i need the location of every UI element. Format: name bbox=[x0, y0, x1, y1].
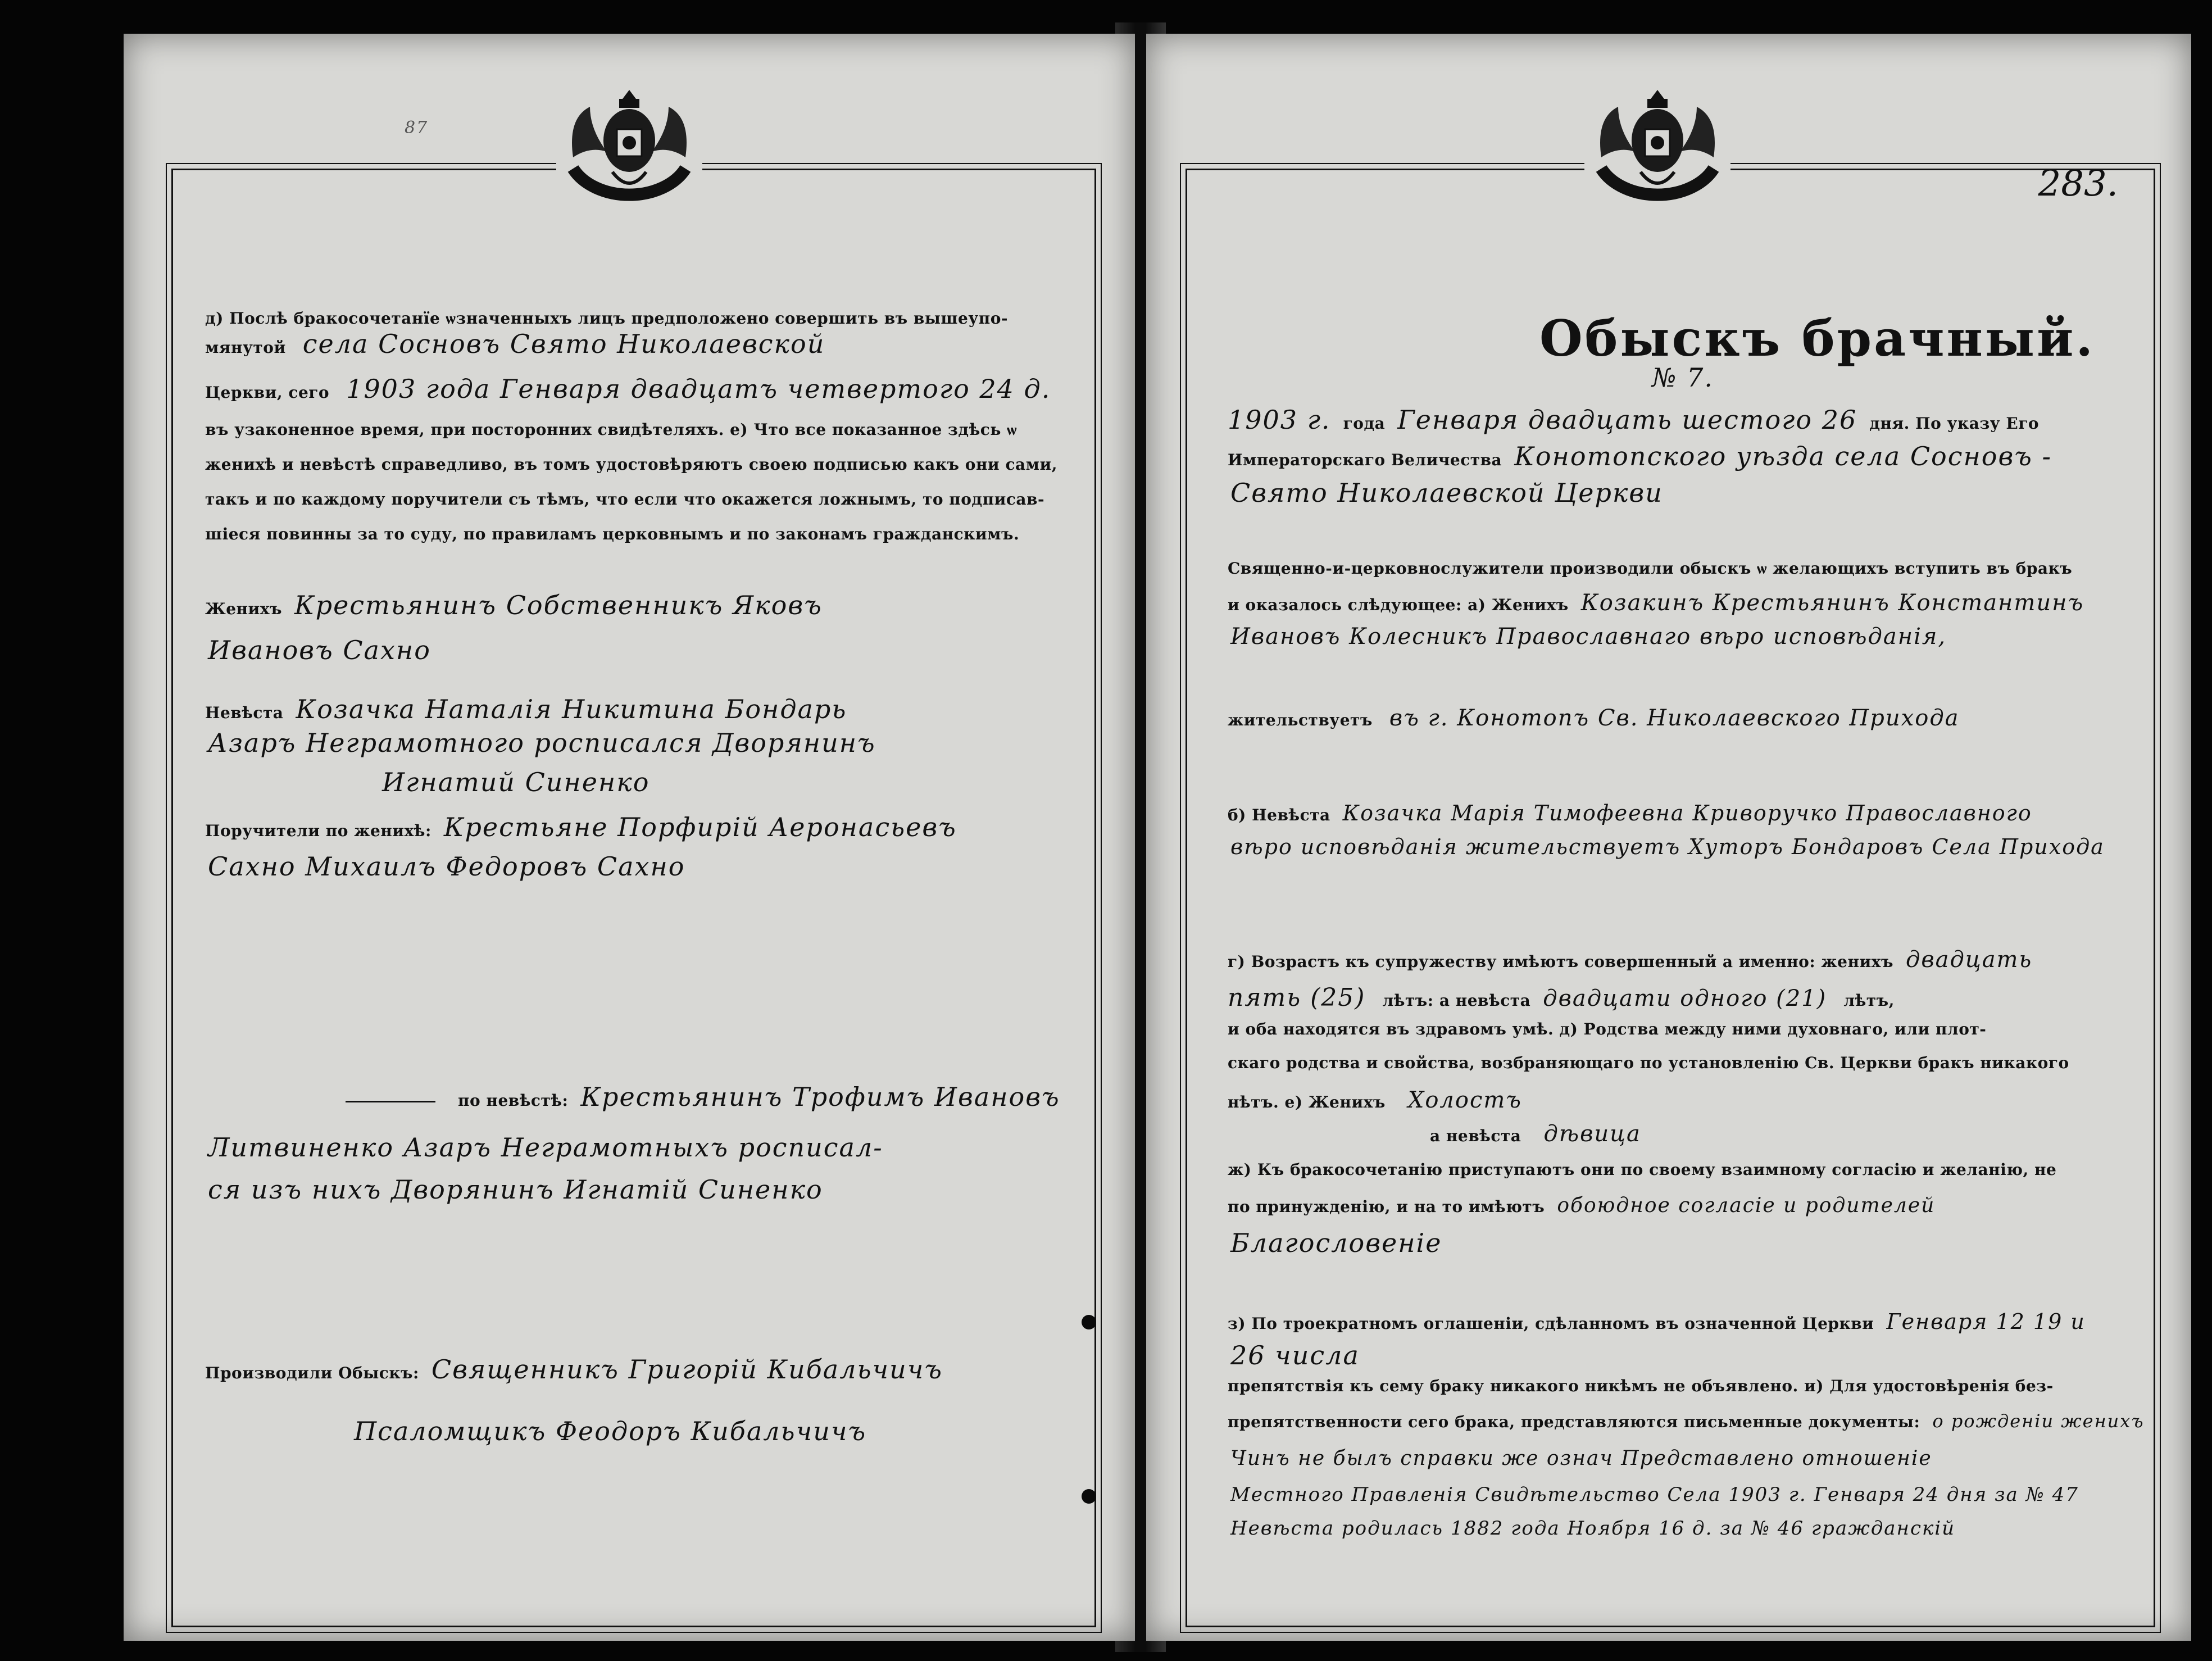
groom-status-line bbox=[1228, 1087, 1522, 1113]
bride-label-right: б) Невѣста bbox=[1228, 806, 1330, 824]
record-number: № 7. bbox=[1652, 362, 1714, 393]
banns-line bbox=[1228, 1309, 2086, 1334]
impediments-line: препятствiя къ сему браку никакого никѣмъ не объявлено. и) Для удостовѣренiя без- bbox=[1228, 1377, 2054, 1395]
bride-name-3: Игнатий Синенко bbox=[382, 767, 650, 797]
bride-residence: вѣро исповѣданiя жительствуетъ Хуторъ Бондаровъ Села Прихода bbox=[1230, 834, 2105, 859]
clause-d-line-7: шiеся повинны за то суду, по правиламъ церковнымъ и по законамъ гражданскимъ. bbox=[205, 525, 1020, 543]
church-name: села Сосновъ Свято Николаевской bbox=[302, 329, 825, 359]
documents-4: Невѣста родилась 1882 года Ноября 16 д. за № 46 гражданскiй bbox=[1230, 1517, 1956, 1540]
consent-value: обоюдное согласiе и родителей bbox=[1557, 1194, 1936, 1217]
consent-label: по принужденiю, и на то имѣютъ bbox=[1228, 1197, 1545, 1216]
clause-d-line-4: въ узаконенное время, при посторонних свидѣтеляхъ. е) Что все показанное здѣсь ѡ bbox=[205, 420, 1017, 439]
page-number: 283. bbox=[2038, 163, 2118, 205]
documents-value: о рожденiи женихъ bbox=[1932, 1410, 2145, 1432]
wedding-date: 1903 года Генваря двадцатъ четвертого 24 д. bbox=[346, 374, 1051, 404]
groom-age-2: пять (25) bbox=[1228, 983, 1366, 1012]
majesty-line bbox=[1228, 441, 2052, 471]
clergy-line: Священно-и-церковнослужители производили обыскъ ѡ желающихъ вступить въ бракъ bbox=[1228, 559, 2073, 578]
groom-name-2: Ивановъ Сахно bbox=[208, 635, 431, 665]
divider-dash bbox=[346, 1101, 435, 1102]
found-line bbox=[1228, 590, 2084, 616]
sureties-bride-entry bbox=[346, 1082, 1060, 1112]
documents-2: Чинъ не былъ справки же означ Представлено отношенiе bbox=[1230, 1447, 1932, 1470]
decree-label: дня. По указу Его bbox=[1869, 414, 2040, 433]
bride-label: Невѣста bbox=[205, 704, 284, 722]
age-line-2 bbox=[1228, 983, 1895, 1012]
years-label: лѣтъ, bbox=[1843, 991, 1895, 1010]
groom-name-1: Крестьянинъ Собственникъ Яковъ bbox=[294, 590, 823, 620]
bride-name-right: Козачка Марiя Тимофеевна Криворучко Православного bbox=[1342, 801, 2032, 825]
bride-line-right bbox=[1228, 801, 2032, 825]
imperial-eagle-emblem-icon bbox=[556, 73, 702, 230]
consent-line-1: ж) Къ бракосочетанiю приступаютъ они по своему взаимному согласiю и желанiю, не bbox=[1228, 1160, 2057, 1179]
bride-age: двадцати одного (21) bbox=[1543, 986, 1827, 1011]
date-line bbox=[1228, 405, 2039, 435]
bride-age-label: лѣтъ: а невѣста bbox=[1382, 991, 1531, 1010]
banns-label: з) По троекратномъ оглашенiи, сдѣланномъ въ означенной Церкви bbox=[1228, 1314, 1874, 1333]
year-label: года bbox=[1343, 414, 1386, 433]
clause-d-line-6: такъ и по каждому поручители съ тѣмъ, что если что окажется ложнымъ, то подписав- bbox=[205, 490, 1045, 509]
priest-signature: Священникъ Григорiй Кибальчичъ bbox=[431, 1354, 943, 1385]
corner-mark: 87 bbox=[405, 118, 429, 138]
church-label: Церкви, сего bbox=[205, 383, 330, 402]
sureties-bride-3: ся изъ нихъ Дворянинъ Игнатiй Синенко bbox=[208, 1174, 823, 1205]
health-line: и оба находятся въ здравомъ умѣ. д) Родства между ними духовнаго, или плот- bbox=[1228, 1020, 1987, 1038]
bride-status-line bbox=[1430, 1121, 1641, 1147]
sureties-groom-1: Крестьяне Порфирiй Аеронасьевъ bbox=[443, 812, 957, 842]
clause-d-line-3 bbox=[205, 374, 1051, 404]
groom-age-1: двадцать bbox=[1905, 947, 2033, 973]
performed-label: Производили Обыскъ: bbox=[205, 1364, 419, 1382]
residence-line bbox=[1228, 705, 1960, 731]
documents-3: Местного Правленiя Свидѣтельство Села 1903 г. Генваря 24 дня за № 47 bbox=[1230, 1483, 2079, 1506]
page-title: Обыскъ брачный. bbox=[1539, 309, 2096, 367]
bride-name-1: Козачка Наталiя Никитина Бондарь bbox=[296, 694, 847, 724]
left-page bbox=[124, 34, 1135, 1641]
banns-dates-2: 26 числа bbox=[1230, 1340, 1360, 1370]
groom-name-right: Козакинъ Крестьянинъ Константинъ bbox=[1580, 590, 2084, 616]
right-page bbox=[1146, 34, 2191, 1641]
church-name-right: Свято Николаевской Церкви bbox=[1230, 478, 1663, 508]
age-line bbox=[1228, 947, 2032, 973]
bride-status-label: а невѣста bbox=[1430, 1127, 1521, 1145]
date-year: 1903 г. bbox=[1228, 405, 1331, 435]
found-label: и оказалось слѣдующее: а) Женихъ bbox=[1228, 596, 1569, 614]
age-label: г) Возрастъ къ супружеству имѣютъ совершенный а именно: женихъ bbox=[1228, 952, 1893, 971]
groom-status: Холостъ bbox=[1407, 1087, 1522, 1113]
bride-entry bbox=[205, 694, 847, 724]
residence-value: въ г. Конотопъ Св. Николаевского Прихода bbox=[1389, 705, 1960, 731]
kinship-line: скаго родства и свойства, возбраняющаго по установленiю Св. Церкви бракъ никакого bbox=[1228, 1054, 2069, 1072]
majesty-label: Императорскаго Величества bbox=[1228, 451, 1502, 469]
consent-line-2 bbox=[1228, 1194, 1935, 1217]
date-day: Генваря двадцать шестого 26 bbox=[1397, 405, 1857, 435]
groom-label: Женихъ bbox=[205, 600, 282, 618]
blessing: Благословенiе bbox=[1230, 1228, 1442, 1258]
sureties-bride-1: Крестьянинъ Трофимъ Ивановъ bbox=[580, 1082, 1060, 1112]
clause-d-line-5: женихѣ и невѣстѣ справедливо, въ томъ удостовѣряютъ своею подписью какъ они сами, bbox=[205, 455, 1057, 474]
sureties-groom-label: Поручители по женихѣ: bbox=[205, 822, 432, 840]
sureties-bride-label: по невѣстѣ: bbox=[458, 1091, 569, 1110]
groom-religion: Ивановъ Колесникъ Православнаго вѣро исповѣданiя, bbox=[1230, 624, 1947, 650]
groom-status-label: нѣтъ. е) Женихъ bbox=[1228, 1093, 1386, 1111]
sureties-groom-2: Сахно Михаилъ Федоровъ Сахно bbox=[208, 851, 685, 882]
documents-line bbox=[1228, 1410, 2145, 1432]
clause-d-line-2 bbox=[205, 329, 825, 359]
mentioned-label: мянутой bbox=[205, 338, 286, 357]
binding-hole bbox=[1082, 1315, 1096, 1329]
groom-entry bbox=[205, 590, 823, 620]
sureties-bride-2: Литвиненко Азаръ Неграмотныхъ росписал- bbox=[208, 1132, 883, 1163]
psalmist-signature: Псаломщикъ Феодоръ Кибальчичъ bbox=[354, 1416, 867, 1446]
documents-label: препятственности сего брака, представляются письменные документы: bbox=[1228, 1413, 1920, 1431]
sureties-groom-entry bbox=[205, 812, 957, 842]
clause-d-line-1: д) Послѣ бракосочетанїе ѡзначенныхъ лицъ предположено совершить въ вышеупо- bbox=[205, 309, 1009, 328]
imperial-eagle-emblem-icon bbox=[1584, 73, 1730, 230]
bride-name-2: Азаръ Неграмотного росписался Дворянинъ bbox=[208, 728, 876, 758]
binding-hole bbox=[1082, 1489, 1096, 1504]
performed-entry bbox=[205, 1354, 943, 1385]
residence-label: жительствуетъ bbox=[1228, 711, 1373, 729]
district-name: Конотопского уѣзда села Сосновъ - bbox=[1514, 441, 2052, 471]
banns-dates: Генваря 12 19 и bbox=[1886, 1309, 2086, 1334]
bride-status: дѣвица bbox=[1543, 1121, 1641, 1147]
